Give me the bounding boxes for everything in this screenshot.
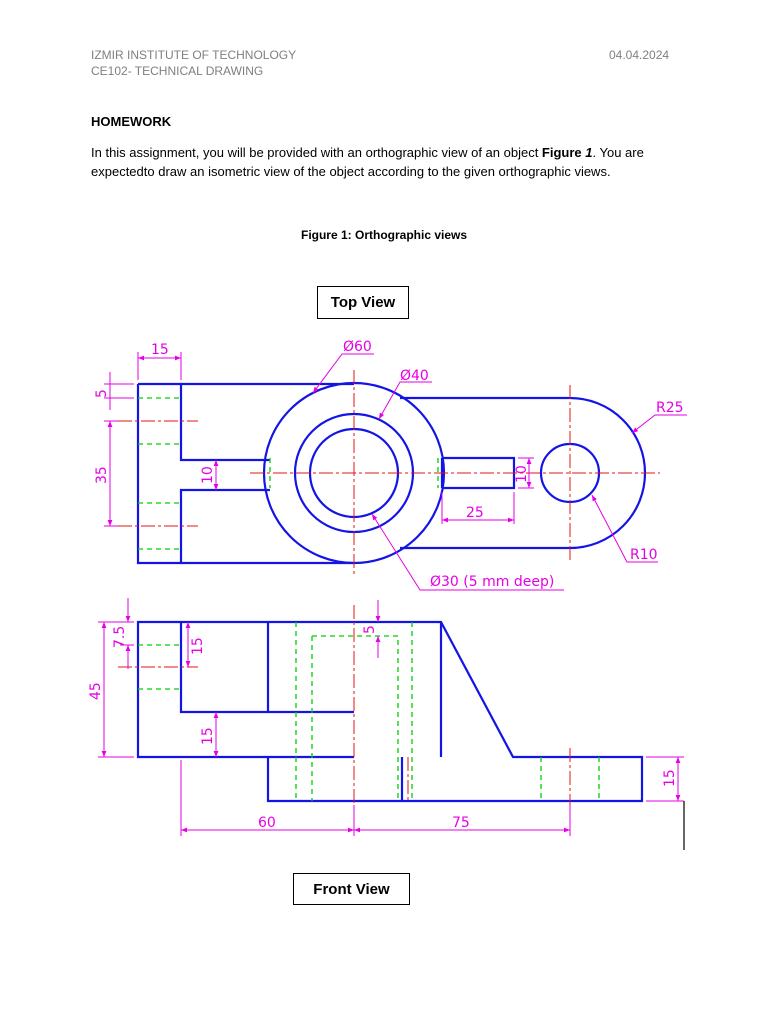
intro-text-2: . You are expectedto draw an isometric view of the object according to the given orthographic views. [91,145,644,179]
top-view-label: Top View [317,286,409,319]
document-date: 04.04.2024 [609,48,670,62]
figure-ref: Figure [541,145,586,160]
institution-name: IZMIR INSTITUTE OF TECHNOLOGY [91,48,297,62]
front-view-label: Front View [293,873,410,905]
dim-top-15: 15 [151,342,169,358]
dim-top-10-rod: 10 [514,465,530,483]
dim-front-15-right: 15 [662,769,678,787]
front-view [88,598,684,850]
dim-front-75: 75 [452,815,470,831]
dim-front-60: 60 [258,815,276,831]
dim-top-r25: R25 [656,400,684,416]
dim-front-15-upper: 15 [190,637,206,655]
dim-top-d40: Ø40 [400,368,429,384]
top-view [94,339,687,590]
dim-front-7-5: 7.5 [112,625,128,648]
figure-number: 1 [585,145,593,160]
dim-top-r10: R10 [630,547,658,563]
dim-top-d30: Ø30 (5 mm deep) [430,574,555,590]
course-name: CE102- TECHNICAL DRAWING [91,64,264,78]
dim-front-5: 5 [362,625,378,634]
figure-caption: Figure 1: Orthographic views [300,228,468,242]
dim-front-45: 45 [88,682,104,700]
dim-top-5: 5 [94,389,110,398]
section-title: HOMEWORK [91,114,172,129]
front-outline [138,622,642,801]
dim-top-10: 10 [200,466,216,484]
dim-front-15-lower: 15 [200,727,216,745]
intro-text-1: In this assignment, you will be provided with an orthographic view of an object [91,145,542,160]
dim-top-35: 35 [94,466,110,484]
dim-top-d60: Ø60 [343,339,372,355]
dim-top-25: 25 [466,505,484,521]
